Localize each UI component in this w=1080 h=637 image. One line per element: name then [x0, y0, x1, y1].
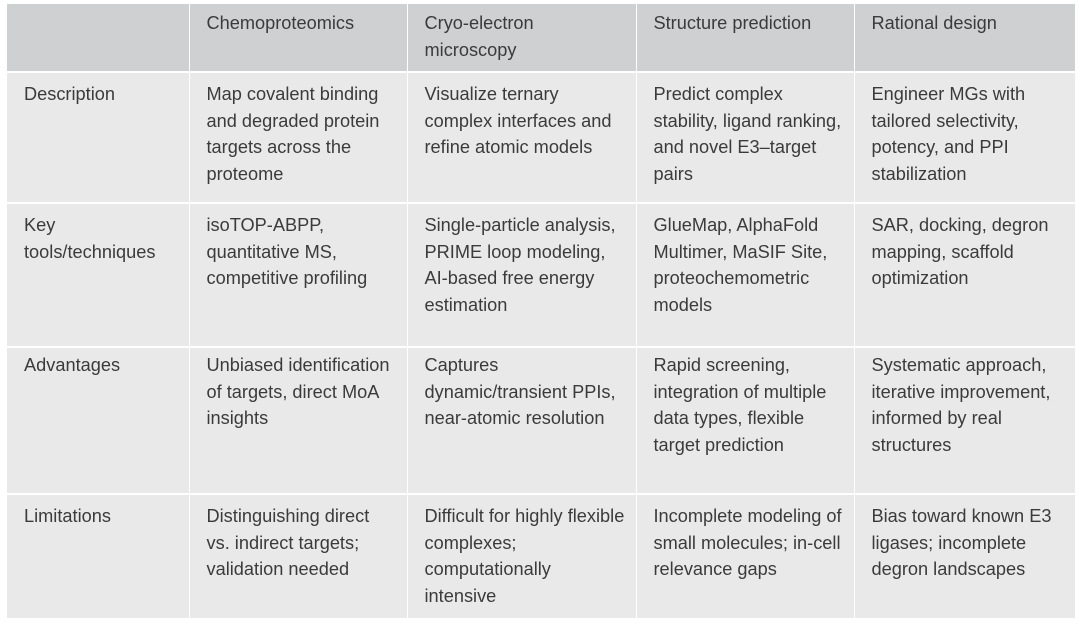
table-cell: Rapid screening, integration of multiple data types, flexible target prediction — [636, 347, 854, 494]
table-cell: isoTOP-ABPP, quantitative MS, competitive profiling — [189, 203, 407, 347]
table-cell: Map covalent binding and degraded protein targets across the proteome — [189, 72, 407, 203]
table-cell: Incomplete modeling of small molecules; in-cell relevance gaps — [636, 494, 854, 619]
table-cell: Engineer MGs with tailored selectivity, potency, and PPI stabilization — [854, 72, 1075, 203]
table-cell: Visualize ternary complex interfaces and refine atomic models — [407, 72, 636, 203]
table-cell: GlueMap, AlphaFold Multimer, MaSIF Site, proteochemometric models — [636, 203, 854, 347]
header-cryo-em: Cryo-electron microscopy — [407, 4, 636, 72]
table-cell: Distinguishing direct vs. indirect targets; validation needed — [189, 494, 407, 619]
row-label: Advantages — [7, 347, 189, 494]
table-cell: Captures dynamic/transient PPIs, near-atomic resolution — [407, 347, 636, 494]
table-row — [7, 203, 1075, 347]
header-chemoproteomics: Chemoproteomics — [189, 4, 407, 72]
table-cell: Difficult for highly flexible complexes; computationally intensive — [407, 494, 636, 619]
table-cell: Bias toward known E3 ligases; incomplete degron landscapes — [854, 494, 1075, 619]
table-cell: Systematic approach, iterative improvement, informed by real structures — [854, 347, 1075, 494]
table-row — [7, 494, 1075, 619]
table-row — [7, 347, 1075, 494]
table-cell: Single-particle analysis, PRIME loop modeling, AI-based free energy estimation — [407, 203, 636, 347]
row-label: Key tools/techniques — [7, 203, 189, 347]
header-structure-prediction: Structure prediction — [636, 4, 854, 72]
row-label: Description — [7, 72, 189, 203]
table-cell: Unbiased identification of targets, direct MoA insights — [189, 347, 407, 494]
header-row — [7, 4, 1075, 72]
header-rational-design: Rational design — [854, 4, 1075, 72]
row-label: Limitations — [7, 494, 189, 619]
table-cell: Predict complex stability, ligand ranking, and novel E3–target pairs — [636, 72, 854, 203]
table-cell: SAR, docking, degron mapping, scaffold optimization — [854, 203, 1075, 347]
header-corner-cell — [7, 4, 189, 72]
table-row — [7, 72, 1075, 203]
comparison-table — [7, 4, 1075, 620]
